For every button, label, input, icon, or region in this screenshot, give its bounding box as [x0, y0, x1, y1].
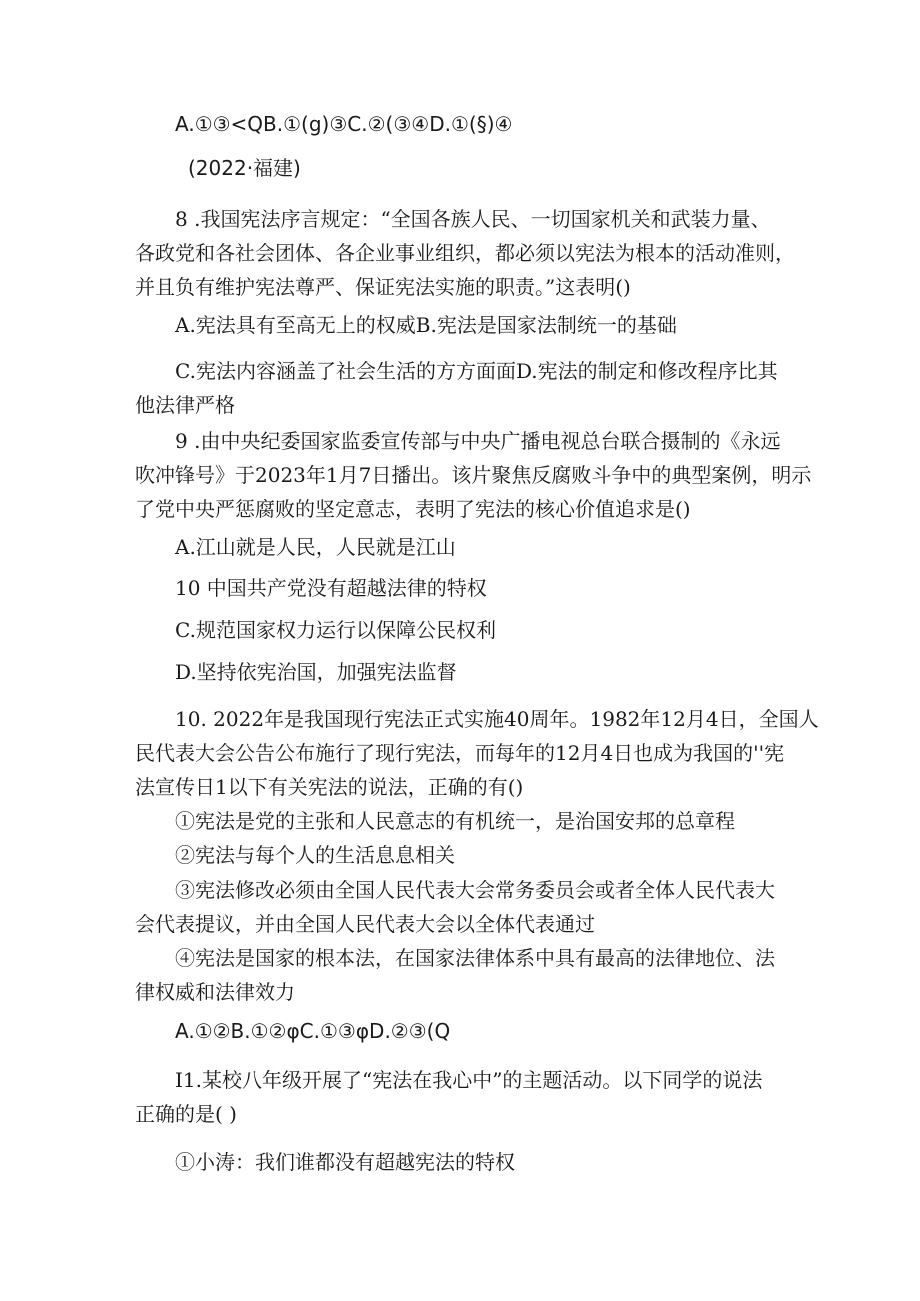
q10-statement-4: ④宪法是国家的根本法，在国家法律体系中具有最高的法律地位、法 — [175, 946, 775, 970]
q9-stem-line2: 吹冲锋号》于2023年1月7日播出。该片聚焦反腐败斗争中的典型案例，明示 — [135, 463, 812, 487]
q9-stem-line3: 了党中央严惩腐败的坚定意志，表明了宪法的核心价值追求是() — [135, 497, 691, 521]
q7-options: A.①③<QB.①(g)③C.②(③④D.①(§)④ — [175, 112, 513, 136]
q11-stem-line2: 正确的是( ) — [135, 1102, 237, 1126]
q10-statement-3: ③宪法修改必须由全国人民代表大会常务委员会或者全体人民代表大 — [175, 878, 775, 902]
q10-statement-1: ①宪法是党的主张和人民意志的有机统一，是治国安邦的总章程 — [175, 809, 735, 833]
q10-statement-3-cont: 会代表提议，并由全国人民代表大会以全体代表通过 — [135, 912, 595, 936]
q11-statement-1: ①小涛：我们谁都没有超越宪法的特权 — [175, 1150, 515, 1174]
q8-option-cd-cont: 他法律严格 — [135, 393, 235, 417]
q10-stem-line2: 民代表大会公告公布施行了现行宪法，而每年的12月4日也成为我国的''宪 — [135, 741, 785, 765]
q10-stem-line3: 法宣传日1以下有关宪法的说法，正确的有() — [135, 775, 524, 799]
q9-option-d: D.坚持依宪治国，加强宪法监督 — [175, 660, 457, 684]
q9-option-b: 10 中国共产党没有超越法律的特权 — [175, 576, 487, 600]
q9-option-c: C.规范国家权力运行以保障公民权利 — [175, 618, 496, 642]
q8-stem-line3: 并且负有维护宪法尊严、保证宪法实施的职责。”这表明() — [135, 275, 631, 299]
q8-stem-line2: 各政党和各社会团体、各企业事业组织，都必须以宪法为根本的活动准则， — [135, 241, 795, 265]
source-tag: (2022·福建) — [188, 156, 301, 180]
q10-statement-2: ②宪法与每个人的生活息息相关 — [175, 843, 455, 867]
q8-option-cd: C.宪法内容涵盖了社会生活的方方面面D.宪法的制定和修改程序比其 — [175, 359, 778, 383]
q10-stem-line1: 10. 2022年是我国现行宪法正式实施40周年。1982年12月4日，全国人 — [175, 707, 819, 731]
q10-options: A.①②B.①②φC.①③φD.②③(Q — [175, 1019, 451, 1043]
q11-stem-line1: I1.某校八年级开展了“宪法在我心中”的主题活动。以下同学的说法 — [175, 1068, 763, 1092]
q9-stem-line1: 9 .由中央纪委国家监委宣传部与中央广播电视总台联合摄制的《永远 — [175, 429, 781, 453]
q9-option-a: A.江山就是人民，人民就是江山 — [175, 535, 456, 559]
q10-statement-4-cont: 律权威和法律效力 — [135, 980, 295, 1004]
q8-stem-line1: 8 .我国宪法序言规定：“全国各族人民、一切国家机关和武装力量、 — [175, 207, 771, 231]
q8-option-ab: A.宪法具有至高无上的权威B.宪法是国家法制统一的基础 — [175, 313, 677, 337]
